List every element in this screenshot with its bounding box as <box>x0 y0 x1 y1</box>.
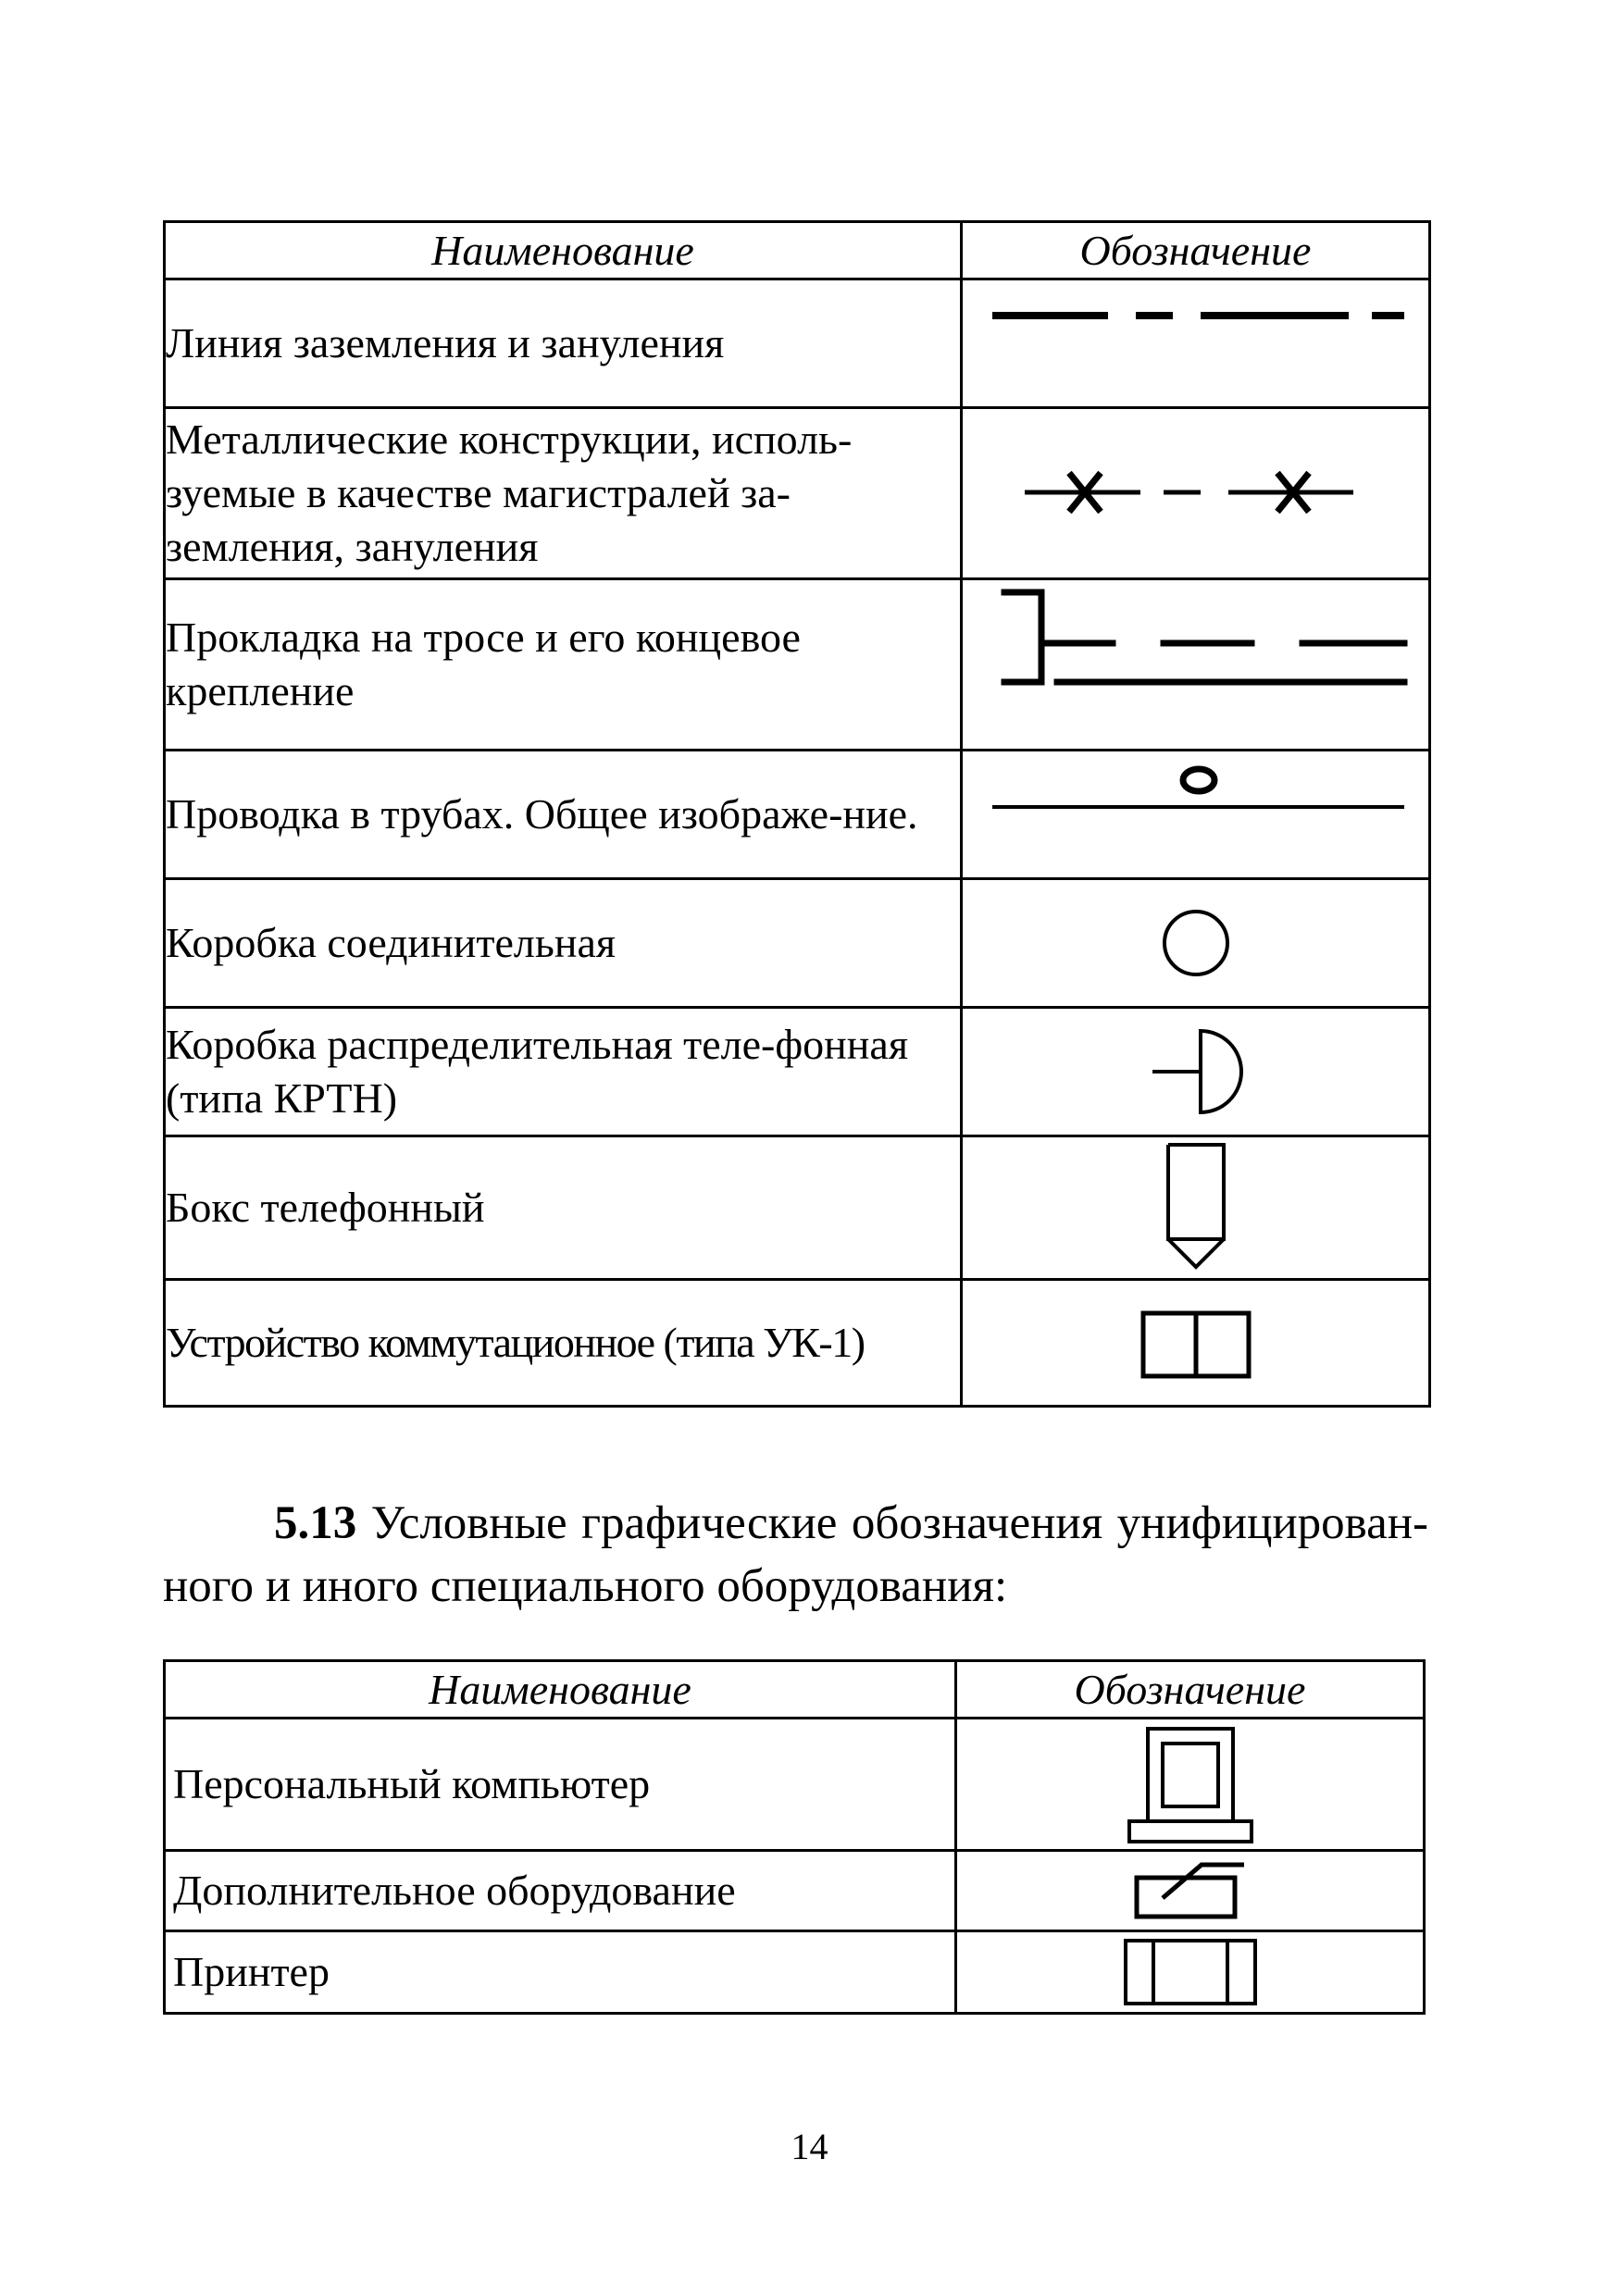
row-name: Принтер <box>165 1931 956 2014</box>
table-row <box>165 1136 1430 1280</box>
row-symbol <box>956 1719 1425 1851</box>
row-symbol <box>962 1008 1430 1136</box>
symbols-table-equipment <box>163 1659 1426 2015</box>
telephone-distribution-box-icon <box>1140 1009 1252 1135</box>
row-name: Персональный компьютер <box>165 1719 956 1851</box>
switching-device-icon <box>1131 1281 1261 1405</box>
telephone-box-icon <box>1140 1137 1252 1278</box>
table-row <box>165 408 1430 579</box>
header-name: Наименование <box>165 222 962 279</box>
page-number: 14 <box>791 2126 828 2167</box>
row-symbol <box>962 408 1430 579</box>
section-number: 5.13 <box>274 1497 357 1549</box>
table-header-row <box>165 1661 1425 1719</box>
section-text: Условные графические обозначения унифицирован-ного и иного специального оборудования: <box>163 1497 1428 1612</box>
table-row <box>165 1280 1430 1407</box>
additional-equipment-icon <box>1116 1852 1264 1930</box>
section-paragraph <box>163 1492 1428 1618</box>
row-symbol <box>962 1136 1430 1280</box>
row-symbol <box>956 1931 1425 2014</box>
row-name: Прокладка на тросе и его концевое крепление <box>165 579 962 751</box>
table-row <box>165 1008 1430 1136</box>
row-name: Проводка в трубах. Общее изображе-ние. <box>165 751 962 879</box>
table-row <box>165 1851 1425 1931</box>
row-symbol <box>962 1280 1430 1407</box>
row-symbol <box>962 279 1430 408</box>
header-symbol: Обозначение <box>962 222 1430 279</box>
row-name: Устройство коммутационное (типа УК-1) <box>165 1280 962 1407</box>
row-name: Коробка распределительная теле-фонная (типа КРТН) <box>165 1008 962 1136</box>
row-symbol <box>962 879 1430 1008</box>
personal-computer-icon <box>1116 1719 1264 1849</box>
row-name: Дополнительное оборудование <box>165 1851 956 1931</box>
row-symbol <box>962 751 1430 879</box>
table-row <box>165 579 1430 751</box>
header-name: Наименование <box>165 1661 956 1719</box>
row-name: Коробка соединительная <box>165 879 962 1008</box>
table-row <box>165 1719 1425 1851</box>
table-row <box>165 279 1430 408</box>
printer-icon <box>1116 1932 1264 2012</box>
junction-box-circle-icon <box>1140 880 1252 1006</box>
table-row <box>165 879 1430 1008</box>
cable-on-wire-icon <box>978 580 1414 749</box>
ground-line-dash-icon <box>983 280 1409 406</box>
metal-structure-line-icon <box>983 409 1409 577</box>
header-symbol: Обозначение <box>956 1661 1425 1719</box>
row-name: Металлические конструкции, исполь-зуемые в качестве магистралей за-земления, зануления <box>165 408 962 579</box>
pipe-wiring-icon <box>983 751 1409 877</box>
row-symbol <box>962 579 1430 751</box>
symbols-table-electrical <box>163 220 1431 1408</box>
row-name: Линия заземления и зануления <box>165 279 962 408</box>
table-header-row <box>165 222 1430 279</box>
table-row <box>165 1931 1425 2014</box>
row-name: Бокс телефонный <box>165 1136 962 1280</box>
table-row <box>165 751 1430 879</box>
row-symbol <box>956 1851 1425 1931</box>
